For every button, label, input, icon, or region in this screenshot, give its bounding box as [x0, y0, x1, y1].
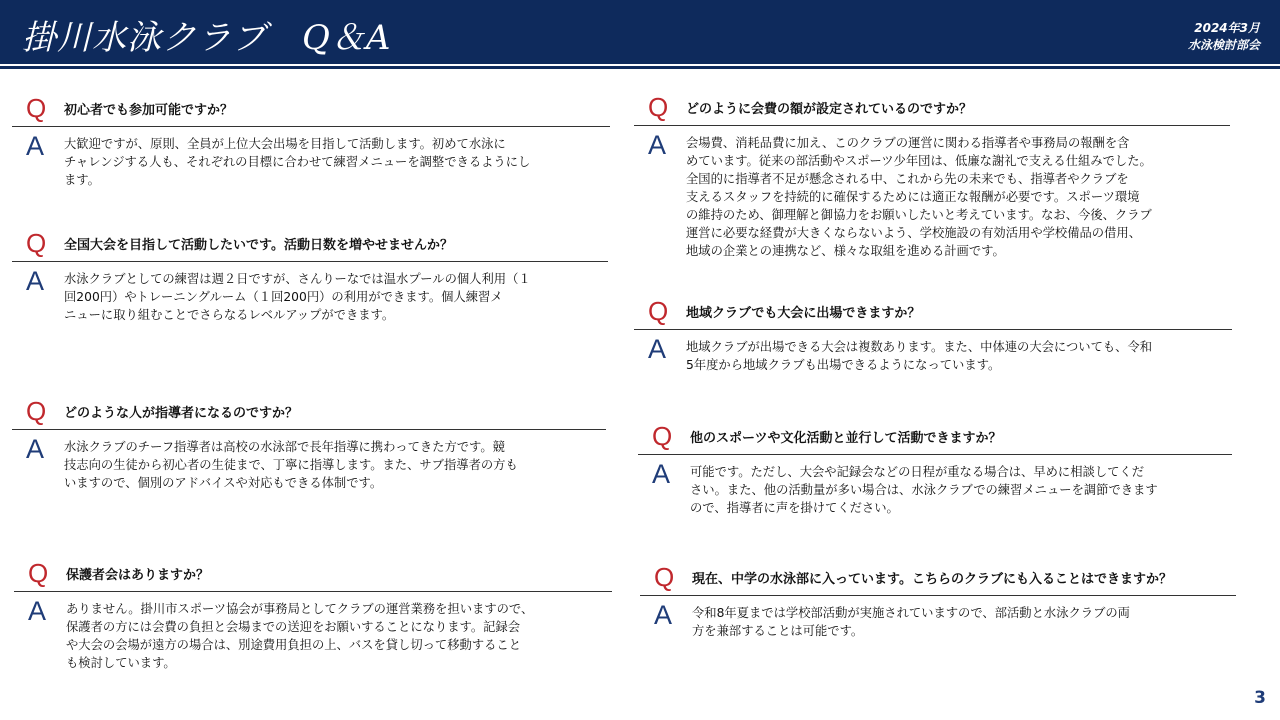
- answer-mark: A: [648, 130, 667, 160]
- qa-item-right-4: [640, 560, 1236, 638]
- header-divider: [0, 66, 1280, 69]
- question-row: [638, 419, 1232, 455]
- question-divider: [634, 329, 1232, 330]
- question-row: [634, 90, 1230, 126]
- answer-text: 大歓迎ですが、原則、全員が上位大会出場を目指して活動します。初めて水泳に チャレンジする人も、それぞれの目標に合わせて練習メニューを調整できるようにし ます。: [64, 137, 531, 187]
- header-date: 2024年3月: [1194, 21, 1260, 35]
- question-divider: [12, 126, 610, 127]
- question-mark: Q: [654, 562, 675, 592]
- answer-mark: A: [654, 600, 673, 630]
- answer-text: 地域クラブが出場できる大会は複数あります。また、中体連の大会についても、令和 5年度から地域クラブも出場できるようになっています。: [686, 340, 1153, 372]
- question-divider: [640, 595, 1236, 596]
- qa-item-right-3: [638, 419, 1232, 515]
- answer-mark: A: [652, 459, 671, 489]
- page-title: 掛川水泳クラブ Q＆A: [22, 18, 392, 58]
- question-divider: [638, 454, 1232, 455]
- answer-text: 可能です。ただし、大会や記録会などの日程が重なる場合は、早めに相談してくだ さい。また、他の活動量が多い場合は、水泳クラブでの練習メニューを調節できます ので、指導者に声を掛けてください。: [690, 465, 1158, 515]
- qa-item-left-2: [12, 226, 608, 322]
- qa-item-right-1: [634, 90, 1230, 258]
- question-row: [12, 226, 608, 262]
- question-mark: Q: [26, 396, 47, 426]
- question-row: [14, 556, 612, 592]
- qa-item-left-4: [14, 556, 612, 670]
- question-mark: Q: [26, 93, 47, 123]
- answer-mark: A: [648, 334, 667, 364]
- question-text: どのような人が指導者になるのですか？: [64, 406, 299, 421]
- question-text: 初心者でも参加可能ですか？: [64, 103, 234, 118]
- qa-item-right-2: [634, 294, 1232, 372]
- question-divider: [14, 591, 612, 592]
- qa-item-left-1: [12, 91, 610, 187]
- question-mark: Q: [26, 228, 47, 258]
- question-row: [12, 394, 606, 430]
- question-text: 保護者会はありますか？: [66, 568, 210, 583]
- answer-mark: A: [26, 434, 45, 464]
- question-row: [12, 91, 610, 127]
- answer-text: 水泳クラブとしての練習は週２日ですが、さんりーなでは温水プールの個人利用（１ 回200円）やトレーニングルーム（１回200円）の利用ができます。個人練習メ ニューに取り組むことでさらなるレベルアップができます。: [64, 272, 531, 322]
- header-org: 水泳検討部会: [1187, 38, 1260, 52]
- question-row: [634, 294, 1232, 330]
- qa-item-left-3: [12, 394, 606, 490]
- question-divider: [634, 125, 1230, 126]
- question-mark: Q: [648, 296, 669, 326]
- answer-mark: A: [26, 131, 45, 161]
- question-mark: Q: [28, 558, 49, 588]
- header-bar: [0, 0, 1280, 64]
- answer-mark: A: [28, 596, 47, 626]
- question-row: [640, 560, 1236, 596]
- header-meta: [1188, 20, 1260, 54]
- page-number: 3: [1254, 688, 1266, 708]
- answer-text: 令和8年夏までは学校部活動が実施されていますので、部活動と水泳クラブの両 方を兼部することは可能です。: [692, 606, 1130, 638]
- question-divider: [12, 261, 608, 262]
- question-mark: Q: [652, 421, 673, 451]
- answer-text: ありません。掛川市スポーツ協会が事務局としてクラブの運営業務を担いますので、 保護者の方には会費の負担と会場までの送迎をお願いすることになります。記録会 や大会の会場が遠方の場合は、別途費用負担の上、バスを貸し切って移動すること も検討しています。: [66, 602, 534, 670]
- answer-mark: A: [26, 266, 45, 296]
- question-text: 地域クラブでも大会に出場できますか？: [686, 306, 921, 321]
- question-mark: Q: [648, 92, 669, 122]
- question-text: どのように会費の額が設定されているのですか？: [686, 102, 973, 117]
- question-text: 現在、中学の水泳部に入っています。こちらのクラブにも入ることはできますか？: [692, 572, 1172, 587]
- question-text: 全国大会を目指して活動したいです。活動日数を増やせませんか？: [64, 238, 453, 253]
- question-text: 他のスポーツや文化活動と並行して活動できますか？: [690, 431, 1002, 446]
- question-divider: [12, 429, 606, 430]
- answer-text: 水泳クラブのチーフ指導者は高校の水泳部で長年指導に携わってきた方です。競 技志向の生徒から初心者の生徒まで、丁寧に指導します。また、サブ指導者の方も いますので、個別のアドバイスや対応もできる体制です。: [64, 440, 518, 490]
- answer-text: 会場費、消耗品費に加え、このクラブの運営に関わる指導者や事務局の報酬を含 めています。従来の部活動やスポーツ少年団は、低廉な謝礼で支える仕組みでした。 全国的に指導者不足が懸念される中、これから先の未来でも、指導者やクラブを 支えるスタッフを持続的に確保するためには適正な報酬が必要です。スポーツ環境 の維持のため、御理解と御協力をお願いしたいと考えています。なお、今後、クラブ 運営に必要な経費が大きくならないよう、学校施設の有効活用や学校備品の借用、 地域の企業との連携など、様々な取組を進める計画です。: [686, 136, 1152, 258]
